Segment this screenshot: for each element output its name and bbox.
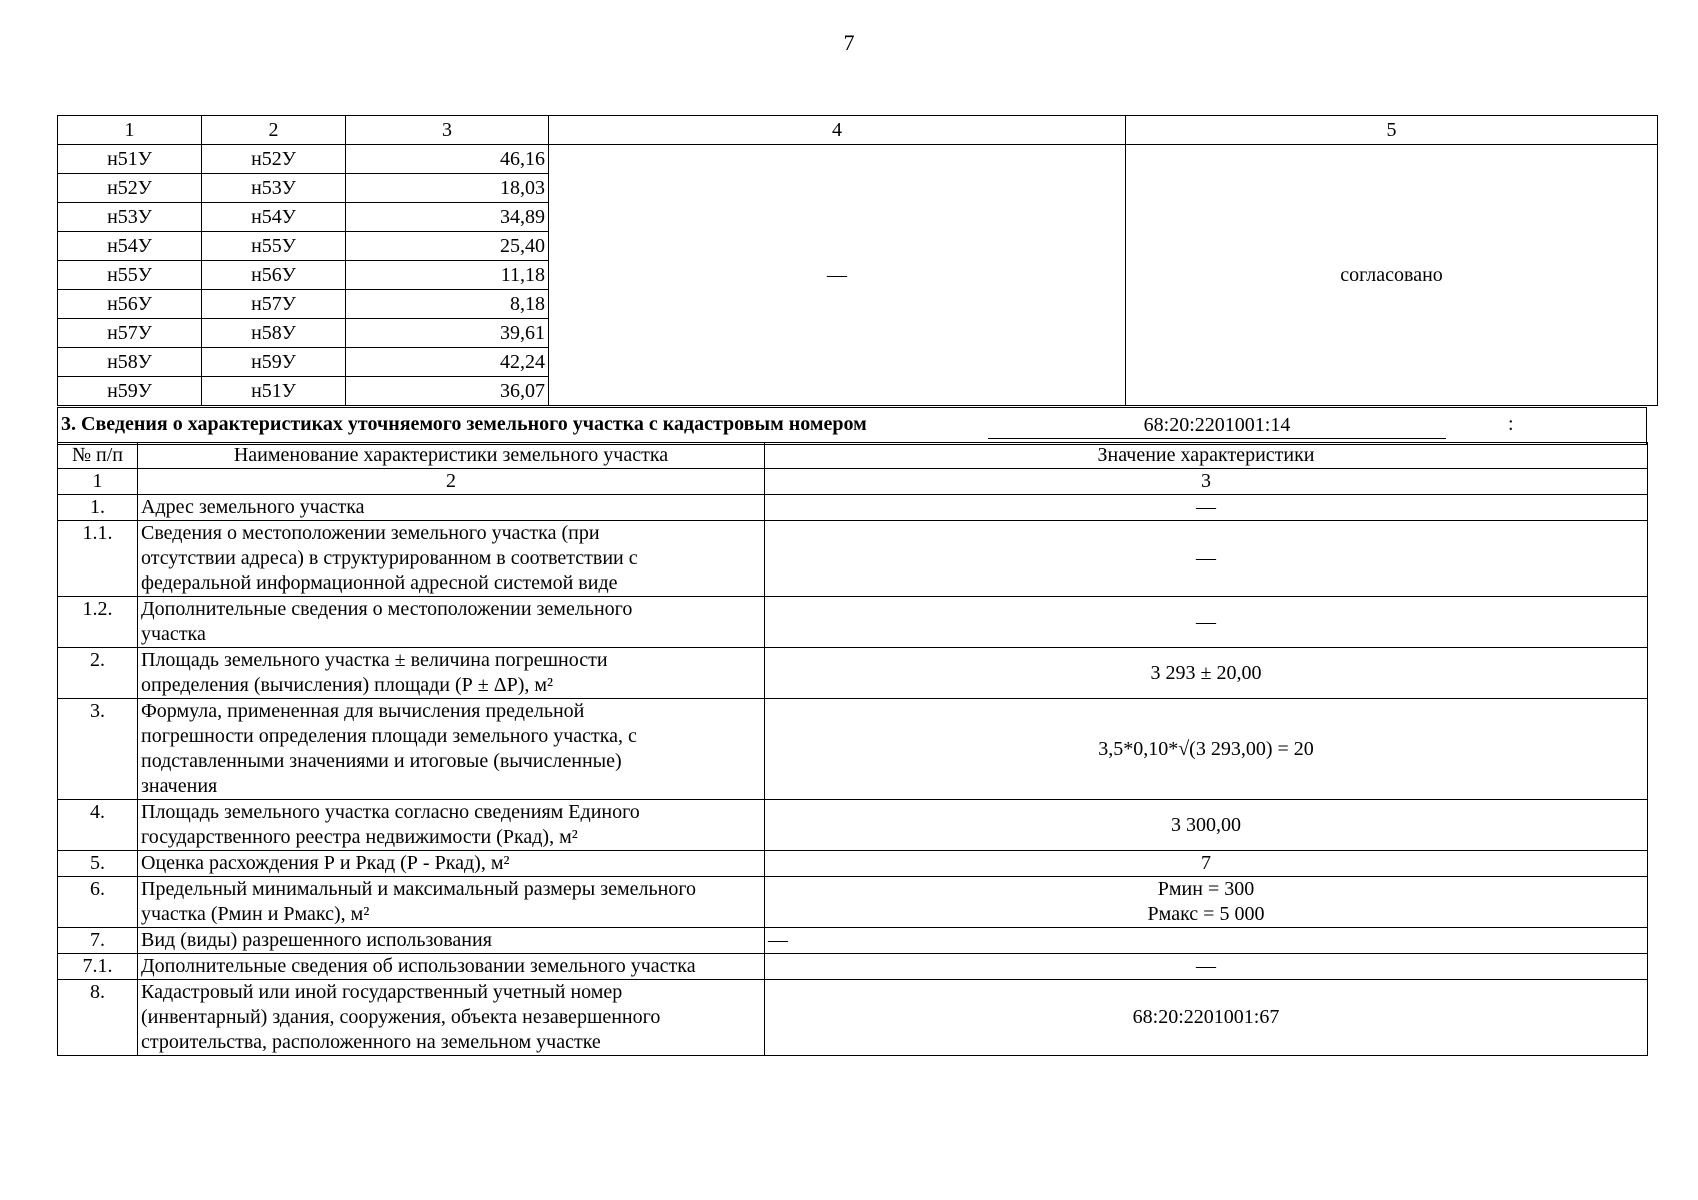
point-to: н53У (202, 174, 346, 203)
merged-col-4-value: — (549, 145, 1126, 406)
row-number: 8. (58, 980, 138, 1056)
characteristic-name (138, 877, 765, 928)
section-cadastral-number: 68:20:2201001:14 (988, 412, 1446, 439)
segment-length: 18,03 (346, 174, 549, 203)
section-colon: : (1508, 413, 1514, 435)
section-title: 3. Сведения о характеристиках уточняемого земельного участка с кадастровым номером (61, 413, 867, 435)
col-number-1: 1 (58, 116, 202, 145)
section-header (58, 408, 1647, 445)
point-to: н54У (202, 203, 346, 232)
characteristic-name (138, 928, 765, 954)
segment-length: 42,24 (346, 348, 549, 377)
characteristic-value-line: — (1196, 610, 1216, 633)
table-row (58, 800, 1648, 851)
characteristic-name-line: строительства, расположенного на земельном участке (141, 1031, 601, 1053)
point-to: н57У (202, 290, 346, 319)
characteristic-name-line: Оценка расхождения Р и Ркад (Р - Ркад), м² (141, 852, 510, 874)
point-to: н51У (202, 377, 346, 406)
char-col-number-3: 3 (765, 469, 1648, 495)
col-number-2: 2 (202, 116, 346, 145)
characteristic-name (138, 800, 765, 851)
characteristic-name-line: погрешности определения площади земельного участка, с (141, 725, 637, 747)
point-from: н54У (58, 232, 202, 261)
table-row (58, 980, 1648, 1056)
row-number: 4. (58, 800, 138, 851)
characteristic-name-line: (инвентарный) здания, сооружения, объекта незавершенного (141, 1006, 661, 1028)
characteristic-value (765, 980, 1648, 1056)
segment-length: 8,18 (346, 290, 549, 319)
characteristic-value (765, 928, 1648, 954)
characteristic-value (765, 495, 1648, 521)
characteristic-value-line: 3,5*0,10*√(3 293,00) = 20 (1098, 737, 1314, 760)
characteristic-name (138, 597, 765, 648)
point-to: н59У (202, 348, 346, 377)
table-row (58, 521, 1648, 597)
point-from: н51У (58, 145, 202, 174)
characteristic-value-line: 68:20:2201001:67 (1132, 1006, 1280, 1028)
characteristic-name-line: участка (141, 623, 206, 645)
characteristic-value (765, 699, 1648, 800)
characteristic-name-line: Адрес земельного участка (141, 496, 365, 518)
row-number: 2. (58, 648, 138, 699)
characteristic-name (138, 648, 765, 699)
char-col-number-2: 2 (138, 469, 765, 495)
segment-length: 46,16 (346, 145, 549, 174)
characteristic-value-line: — (1196, 547, 1216, 569)
characteristic-name-line: значения (141, 775, 218, 797)
point-to: н55У (202, 232, 346, 261)
boundary-segments-table (57, 115, 1658, 406)
table-row (58, 648, 1648, 699)
characteristic-value-line: — (1196, 955, 1216, 977)
table-row (58, 954, 1648, 980)
characteristic-name-line: Формула, примененная для вычисления предельной (141, 700, 585, 722)
table-row (58, 928, 1648, 954)
point-from: н59У (58, 377, 202, 406)
row-number: 1.1. (58, 521, 138, 597)
point-to: н58У (202, 319, 346, 348)
characteristic-name-line: государственного реестра недвижимости (Ркад), м² (141, 826, 578, 848)
characteristic-value-line: 7 (1201, 852, 1211, 874)
point-from: н55У (58, 261, 202, 290)
characteristic-name (138, 954, 765, 980)
char-header-row (58, 443, 1648, 469)
point-to: н56У (202, 261, 346, 290)
characteristics-table (57, 442, 1648, 1056)
row-number: 3. (58, 699, 138, 800)
characteristic-value (765, 648, 1648, 699)
characteristic-name-line: Дополнительные сведения об использовании земельного участка (141, 955, 696, 977)
characteristic-name-line: федеральной информационной адресной системой виде (141, 572, 618, 594)
merged-col-5-value: согласовано (1126, 145, 1658, 406)
characteristic-value (765, 851, 1648, 877)
header-value: Значение характеристики (765, 443, 1648, 469)
segment-length: 34,89 (346, 203, 549, 232)
segment-length: 11,18 (346, 261, 549, 290)
characteristic-value-line: 3 293 ± 20,00 (1150, 661, 1262, 684)
characteristic-name-line: Предельный минимальный и максимальный размеры земельного (141, 878, 697, 900)
characteristic-value (765, 954, 1648, 980)
point-from: н52У (58, 174, 202, 203)
row-number: 1.2. (58, 597, 138, 648)
characteristic-name-line: Площадь земельного участка согласно сведениям Единого (141, 801, 640, 823)
col-number-4: 4 (549, 116, 1126, 145)
segment-length: 39,61 (346, 319, 549, 348)
table-row (58, 851, 1648, 877)
point-to: н52У (202, 145, 346, 174)
characteristic-value-line: — (1196, 496, 1216, 518)
characteristic-name-line: подставленными значениями и итоговые (вычисленные) (141, 750, 622, 772)
characteristic-name-line: отсутствии адреса) в структурированном в соответствии с (141, 547, 638, 569)
row-number: 1. (58, 495, 138, 521)
characteristic-value (765, 521, 1648, 597)
point-from: н57У (58, 319, 202, 348)
characteristic-value (765, 877, 1648, 928)
table-row (58, 597, 1648, 648)
characteristic-name-line: Дополнительные сведения о местоположении земельного (141, 598, 633, 620)
header-name: Наименование характеристики земельного участка (138, 443, 765, 469)
characteristic-name-line: участка (Рмин и Рмакс), м² (141, 903, 370, 925)
table-row (58, 145, 1658, 174)
segment-length: 25,40 (346, 232, 549, 261)
column-number-row (58, 116, 1658, 145)
header-number: № п/п (58, 443, 138, 469)
characteristic-name-line: Площадь земельного участка ± величина погрешности (141, 649, 608, 671)
col-number-3: 3 (346, 116, 549, 145)
characteristic-name (138, 980, 765, 1056)
characteristic-name-line: определения (вычисления) площади (Р ± ΔР), м² (141, 674, 554, 696)
characteristic-name (138, 699, 765, 800)
characteristic-value-line: — (768, 929, 788, 951)
characteristic-name (138, 495, 765, 521)
characteristic-value-line: Рмин = 300 (1157, 878, 1255, 900)
characteristic-name-line: Вид (виды) разрешенного использования (141, 929, 492, 951)
characteristic-name (138, 521, 765, 597)
characteristic-name (138, 851, 765, 877)
characteristic-name-line: Кадастровый или иной государственный учетный номер (141, 981, 623, 1003)
point-from: н53У (58, 203, 202, 232)
segment-length: 36,07 (346, 377, 549, 406)
section-header-table (57, 407, 1647, 445)
row-number: 7.1. (58, 954, 138, 980)
point-from: н58У (58, 348, 202, 377)
point-from: н56У (58, 290, 202, 319)
characteristic-value (765, 597, 1648, 648)
char-col-number-1: 1 (58, 469, 138, 495)
table-row (58, 877, 1648, 928)
col-number-5: 5 (1126, 116, 1658, 145)
characteristic-value-line: Рмакс = 5 000 (1147, 903, 1265, 925)
characteristic-value (765, 800, 1648, 851)
table-row (58, 699, 1648, 800)
characteristic-value-line: 3 300,00 (1171, 813, 1241, 836)
row-number: 5. (58, 851, 138, 877)
characteristic-name-line: Сведения о местоположении земельного участка (при (141, 522, 600, 544)
row-number: 6. (58, 877, 138, 928)
table-row (58, 495, 1648, 521)
char-column-number-row (58, 469, 1648, 495)
page-number: 7 (843, 30, 855, 55)
row-number: 7. (58, 928, 138, 954)
